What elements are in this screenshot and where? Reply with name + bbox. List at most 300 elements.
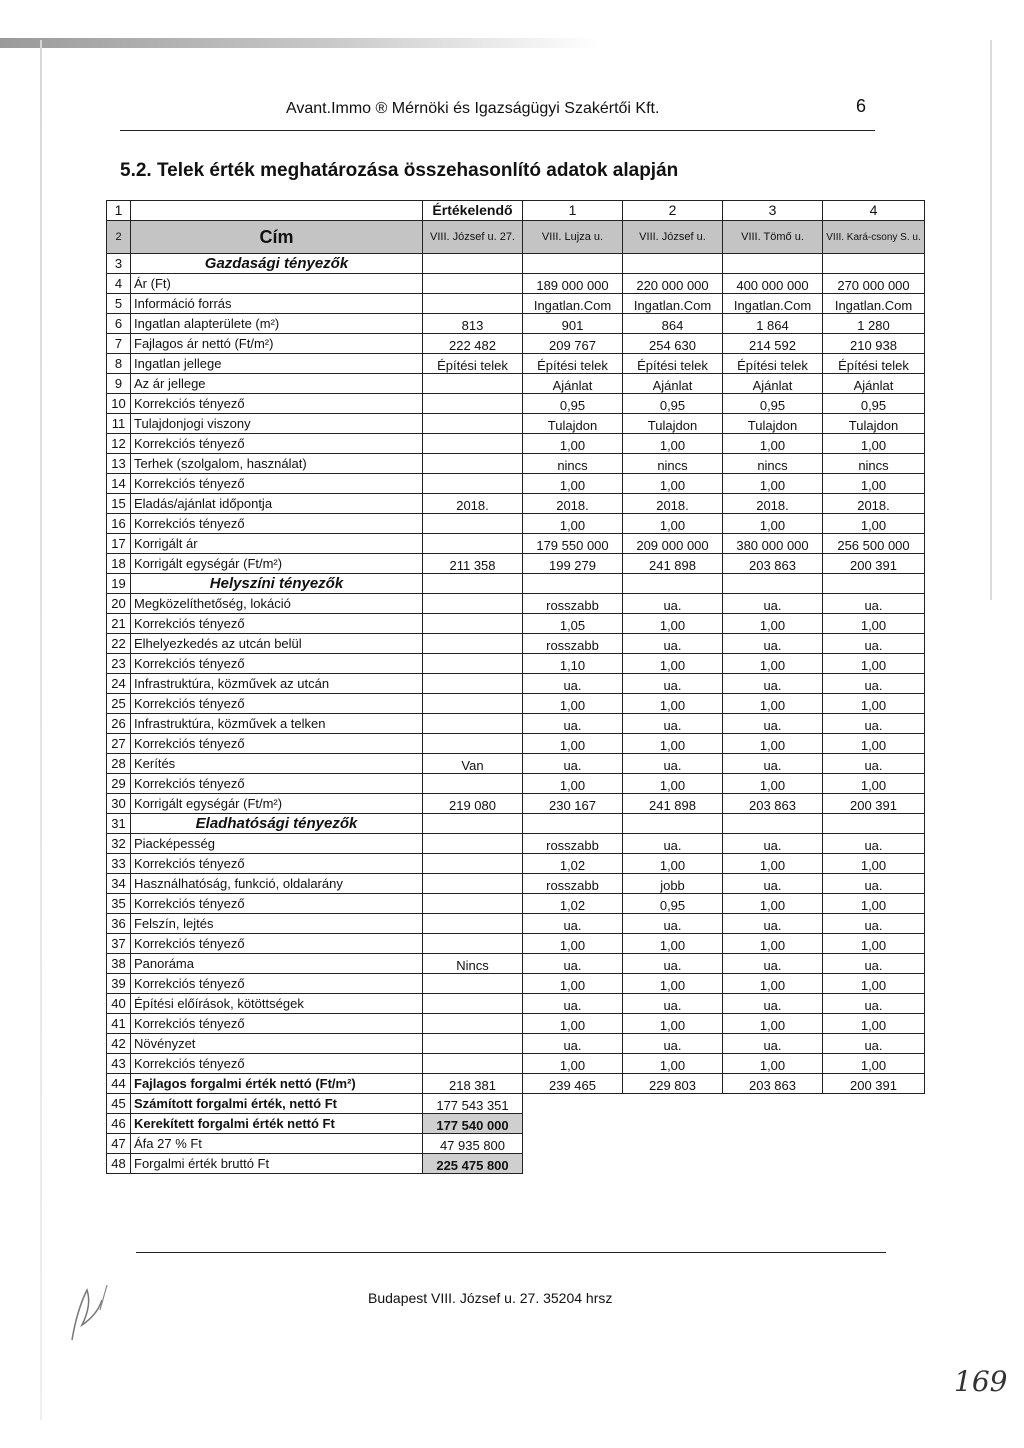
comparable-1-cell: ua.: [523, 914, 623, 934]
valued-column-header: Értékelendő: [423, 201, 523, 221]
company-header: Avant.Immo ® Mérnöki és Igazságügyi Szakértői Kft.: [286, 100, 660, 117]
blank-cell: [523, 1114, 925, 1134]
valued-property-cell: [423, 854, 523, 874]
comparable-2-cell: 1,00: [623, 1014, 723, 1034]
comparable-3-cell: ua.: [723, 954, 823, 974]
comparable-1-cell: 239 465: [523, 1074, 623, 1094]
comparable-2-cell: 1,00: [623, 474, 723, 494]
comparable-3-cell: 1 864: [723, 314, 823, 334]
row-number: 34: [107, 874, 131, 894]
comparable-1-cell: [523, 814, 623, 834]
comparable-3-cell: 1,00: [723, 894, 823, 914]
summary-row: [107, 1094, 925, 1114]
comparable-3-cell: ua.: [723, 714, 823, 734]
row-number: 13: [107, 454, 131, 474]
row-label: Korrigált ár: [131, 534, 423, 554]
row-number: 22: [107, 634, 131, 654]
comparable-4-cell: 200 391: [823, 794, 925, 814]
comparable-3-cell: 1,00: [723, 734, 823, 754]
comparable-2-cell: ua.: [623, 594, 723, 614]
table-row: [107, 274, 925, 294]
row-number: 15: [107, 494, 131, 514]
comparable-4-cell: ua.: [823, 674, 925, 694]
comparable-2-cell: 1,00: [623, 774, 723, 794]
comparable-1-cell: rosszabb: [523, 634, 623, 654]
comparable-4-cell: Építési telek: [823, 354, 925, 374]
row-number: 38: [107, 954, 131, 974]
row-label: Áfa 27 % Ft: [131, 1134, 423, 1154]
row-label: Fajlagos forgalmi érték nettó (Ft/m²): [131, 1074, 423, 1094]
comparable-2-cell: 241 898: [623, 794, 723, 814]
valued-property-cell: [423, 874, 523, 894]
valued-property-cell: [423, 714, 523, 734]
comparable-header-3: 3: [723, 201, 823, 221]
comparable-4-cell: 1,00: [823, 514, 925, 534]
comparable-1-cell: Építési telek: [523, 354, 623, 374]
comparable-header-1: 1: [523, 201, 623, 221]
row-label: Információ forrás: [131, 294, 423, 314]
comparable-2-cell: 1,00: [623, 434, 723, 454]
row-label: Ár (Ft): [131, 274, 423, 294]
comparable-2-cell: ua.: [623, 834, 723, 854]
valued-property-cell: [423, 894, 523, 914]
valued-property-cell: [423, 914, 523, 934]
comparable-3-cell: [723, 814, 823, 834]
table-row: [107, 574, 925, 594]
row-label: Panoráma: [131, 954, 423, 974]
comparable-address-3: VIII. Tömő u.: [723, 221, 823, 254]
row-label: Korrekciós tényező: [131, 474, 423, 494]
row-label: Korrekciós tényező: [131, 854, 423, 874]
row-number: 46: [107, 1114, 131, 1134]
comparable-4-cell: [823, 814, 925, 834]
summary-value: 225 475 800: [423, 1154, 523, 1174]
row-number: 23: [107, 654, 131, 674]
valued-property-cell: [423, 254, 523, 274]
row-number: 9: [107, 374, 131, 394]
row-number: 7: [107, 334, 131, 354]
comparable-2-cell: ua.: [623, 754, 723, 774]
comparable-2-cell: ua.: [623, 994, 723, 1014]
comparable-4-cell: ua.: [823, 1034, 925, 1054]
row-label: Helyszíni tényezők: [131, 574, 423, 594]
valued-property-cell: [423, 634, 523, 654]
comparable-3-cell: 1,00: [723, 774, 823, 794]
row-label: Növényzet: [131, 1034, 423, 1054]
table-row: [107, 974, 925, 994]
blank-cell: [523, 1094, 925, 1114]
row-label: Piacképesség: [131, 834, 423, 854]
summary-row: [107, 1114, 925, 1134]
comparable-4-cell: Ajánlat: [823, 374, 925, 394]
comparable-2-cell: 0,95: [623, 894, 723, 914]
comparable-4-cell: 1,00: [823, 934, 925, 954]
comparable-3-cell: 203 863: [723, 1074, 823, 1094]
comparable-1-cell: ua.: [523, 754, 623, 774]
comparable-4-cell: 1 280: [823, 314, 925, 334]
table-row: [107, 874, 925, 894]
row-number: 36: [107, 914, 131, 934]
valued-property-cell: [423, 774, 523, 794]
comparable-4-cell: 1,00: [823, 974, 925, 994]
comparable-4-cell: ua.: [823, 754, 925, 774]
section-title: 5.2. Telek érték meghatározása összehasonlító adatok alapján: [120, 160, 679, 181]
comparable-2-cell: 1,00: [623, 934, 723, 954]
row-label: Kerítés: [131, 754, 423, 774]
comparable-1-cell: 209 767: [523, 334, 623, 354]
row-number: 16: [107, 514, 131, 534]
comparable-2-cell: [623, 814, 723, 834]
valued-property-cell: [423, 934, 523, 954]
comparable-3-cell: ua.: [723, 674, 823, 694]
comparable-3-cell: 1,00: [723, 434, 823, 454]
row-label: Kerekített forgalmi érték nettó Ft: [131, 1114, 423, 1134]
table-row: [107, 814, 925, 834]
comparable-1-cell: ua.: [523, 1034, 623, 1054]
comparable-4-cell: 0,95: [823, 394, 925, 414]
comparable-2-cell: Ingatlan.Com: [623, 294, 723, 314]
footer-divider: [136, 1252, 886, 1253]
comparable-3-cell: 1,00: [723, 934, 823, 954]
table-row: [107, 914, 925, 934]
comparable-3-cell: 203 863: [723, 794, 823, 814]
comparable-4-cell: ua.: [823, 874, 925, 894]
row-label: Elhelyezkedés az utcán belül: [131, 634, 423, 654]
comparable-4-cell: nincs: [823, 454, 925, 474]
comparable-2-cell: 1,00: [623, 614, 723, 634]
comparable-1-cell: 1,10: [523, 654, 623, 674]
valued-property-cell: 219 080: [423, 794, 523, 814]
row-number: 12: [107, 434, 131, 454]
valued-property-cell: 218 381: [423, 1074, 523, 1094]
comparable-1-cell: 1,00: [523, 514, 623, 534]
comparable-2-cell: nincs: [623, 454, 723, 474]
summary-value: 47 935 800: [423, 1134, 523, 1154]
comparable-3-cell: 1,00: [723, 514, 823, 534]
table-row: [107, 654, 925, 674]
valued-property-cell: [423, 674, 523, 694]
table-row: [107, 1054, 925, 1074]
table-row: [107, 934, 925, 954]
row-number: 19: [107, 574, 131, 594]
valued-address: VIII. József u. 27.: [423, 221, 523, 254]
row-number: 3: [107, 254, 131, 274]
comparable-3-cell: [723, 254, 823, 274]
comparable-3-cell: ua.: [723, 594, 823, 614]
comparable-4-cell: ua.: [823, 954, 925, 974]
table-row: [107, 294, 925, 314]
valued-property-cell: [423, 394, 523, 414]
comparable-1-cell: nincs: [523, 454, 623, 474]
row-number: 25: [107, 694, 131, 714]
row-label: Korrekciós tényező: [131, 434, 423, 454]
comparable-4-cell: 256 500 000: [823, 534, 925, 554]
table-row: [107, 894, 925, 914]
comparable-2-cell: ua.: [623, 674, 723, 694]
row-label: Megközelíthetőség, lokáció: [131, 594, 423, 614]
row-number: 47: [107, 1134, 131, 1154]
table-row: [107, 1034, 925, 1054]
valued-property-cell: 2018.: [423, 494, 523, 514]
row-label: Korrekciós tényező: [131, 934, 423, 954]
valued-property-cell: [423, 274, 523, 294]
valuation-table: [106, 200, 925, 1174]
comparable-4-cell: [823, 574, 925, 594]
blank-cell: [523, 1134, 925, 1154]
comparable-1-cell: 1,02: [523, 894, 623, 914]
valued-property-cell: [423, 414, 523, 434]
comparable-3-cell: Ajánlat: [723, 374, 823, 394]
comparable-3-cell: 1,00: [723, 854, 823, 874]
comparable-3-cell: 400 000 000: [723, 274, 823, 294]
comparable-1-cell: rosszabb: [523, 874, 623, 894]
row-label: Korrekciós tényező: [131, 774, 423, 794]
row-number: 27: [107, 734, 131, 754]
comparable-1-cell: 189 000 000: [523, 274, 623, 294]
table-row: [107, 954, 925, 974]
table-row: [107, 694, 925, 714]
valued-property-cell: [423, 614, 523, 634]
comparable-2-cell: 864: [623, 314, 723, 334]
row-label: Infrastruktúra, közművek az utcán: [131, 674, 423, 694]
table-row: [107, 634, 925, 654]
comparable-3-cell: 203 863: [723, 554, 823, 574]
row-number: 30: [107, 794, 131, 814]
row-label: Korrekciós tényező: [131, 614, 423, 634]
comparable-1-cell: 1,00: [523, 694, 623, 714]
row-number: 29: [107, 774, 131, 794]
comparable-4-cell: 1,00: [823, 734, 925, 754]
row-label: Fajlagos ár nettó (Ft/m²): [131, 334, 423, 354]
comparable-4-cell: 1,00: [823, 1014, 925, 1034]
valued-property-cell: [423, 1054, 523, 1074]
table-row: [107, 554, 925, 574]
comparable-1-cell: 230 167: [523, 794, 623, 814]
comparable-2-cell: 1,00: [623, 1054, 723, 1074]
summary-row: [107, 1134, 925, 1154]
valued-property-cell: [423, 734, 523, 754]
comparable-address-1: VIII. Lujza u.: [523, 221, 623, 254]
table-row: [107, 614, 925, 634]
row-label: Korrigált egységár (Ft/m²): [131, 554, 423, 574]
comparable-3-cell: [723, 574, 823, 594]
row-label: Forgalmi érték bruttó Ft: [131, 1154, 423, 1174]
table-row: [107, 514, 925, 534]
table-row: [107, 254, 925, 274]
comparable-2-cell: ua.: [623, 954, 723, 974]
table-row: [107, 774, 925, 794]
comparable-3-cell: ua.: [723, 874, 823, 894]
row-number: 8: [107, 354, 131, 374]
comparable-2-cell: Építési telek: [623, 354, 723, 374]
row-number: 2: [107, 221, 131, 254]
row-label: Ingatlan alapterülete (m²): [131, 314, 423, 334]
row-number: 43: [107, 1054, 131, 1074]
row-number: 26: [107, 714, 131, 734]
comparable-3-cell: 214 592: [723, 334, 823, 354]
valued-property-cell: [423, 594, 523, 614]
row-number: 35: [107, 894, 131, 914]
row-number: 10: [107, 394, 131, 414]
comparable-1-cell: rosszabb: [523, 594, 623, 614]
comparable-2-cell: jobb: [623, 874, 723, 894]
comparable-1-cell: 1,00: [523, 1054, 623, 1074]
table-row: [107, 1014, 925, 1034]
comparable-1-cell: 199 279: [523, 554, 623, 574]
comparable-3-cell: ua.: [723, 834, 823, 854]
comparable-1-cell: 1,00: [523, 474, 623, 494]
comparable-3-cell: Ingatlan.Com: [723, 294, 823, 314]
comparable-4-cell: 1,00: [823, 694, 925, 714]
summary-value: 177 543 351: [423, 1094, 523, 1114]
valued-property-cell: [423, 654, 523, 674]
row-label: Korrekciós tényező: [131, 734, 423, 754]
table-row: [107, 374, 925, 394]
row-number: 37: [107, 934, 131, 954]
table-row: [107, 754, 925, 774]
comparable-3-cell: ua.: [723, 1034, 823, 1054]
comparable-3-cell: ua.: [723, 914, 823, 934]
table-row: [107, 834, 925, 854]
comparable-address-4: VIII. Kará-csony S. u.: [823, 221, 925, 254]
comparable-3-cell: Építési telek: [723, 354, 823, 374]
table-row: [107, 1074, 925, 1094]
row-label: Használhatóság, funkció, oldalarány: [131, 874, 423, 894]
comparable-2-cell: [623, 254, 723, 274]
comparable-4-cell: ua.: [823, 634, 925, 654]
comparable-header-2: 2: [623, 201, 723, 221]
comparable-1-cell: 1,00: [523, 1014, 623, 1034]
table-row: [107, 314, 925, 334]
comparable-1-cell: ua.: [523, 674, 623, 694]
comparable-1-cell: 0,95: [523, 394, 623, 414]
row-label: Korrigált egységár (Ft/m²): [131, 794, 423, 814]
row-number: 41: [107, 1014, 131, 1034]
comparable-4-cell: ua.: [823, 994, 925, 1014]
row-label: Infrastruktúra, közművek a telken: [131, 714, 423, 734]
valued-property-cell: [423, 514, 523, 534]
table-row: [107, 354, 925, 374]
footer-address: Budapest VIII. József u. 27. 35204 hrsz: [368, 1290, 613, 1306]
valued-property-cell: 211 358: [423, 554, 523, 574]
table-row: [107, 394, 925, 414]
comparable-3-cell: 1,00: [723, 694, 823, 714]
table-row: [107, 534, 925, 554]
valued-property-cell: [423, 474, 523, 494]
comparable-1-cell: rosszabb: [523, 834, 623, 854]
comparable-1-cell: [523, 574, 623, 594]
comparable-3-cell: ua.: [723, 754, 823, 774]
comparable-1-cell: 1,02: [523, 854, 623, 874]
summary-row: [107, 1154, 925, 1174]
comparable-4-cell: 210 938: [823, 334, 925, 354]
comparable-1-cell: 179 550 000: [523, 534, 623, 554]
valued-property-cell: [423, 694, 523, 714]
handwritten-note: 169: [954, 1365, 1008, 1398]
valued-property-cell: [423, 574, 523, 594]
comparable-4-cell: 1,00: [823, 774, 925, 794]
column-header-row: [107, 201, 925, 221]
comparable-1-cell: Ingatlan.Com: [523, 294, 623, 314]
table-row: [107, 434, 925, 454]
comparable-3-cell: 1,00: [723, 974, 823, 994]
row-number: 18: [107, 554, 131, 574]
comparable-1-cell: 1,00: [523, 434, 623, 454]
row-number: 32: [107, 834, 131, 854]
table-row: [107, 414, 925, 434]
comparable-2-cell: [623, 574, 723, 594]
comparable-4-cell: 200 391: [823, 1074, 925, 1094]
row-label: Cím: [131, 221, 423, 254]
row-number: 48: [107, 1154, 131, 1174]
comparable-4-cell: ua.: [823, 714, 925, 734]
table-row: [107, 714, 925, 734]
scan-border: [0, 38, 600, 48]
row-number: 45: [107, 1094, 131, 1114]
comparable-3-cell: 1,00: [723, 654, 823, 674]
table-row: [107, 794, 925, 814]
comparable-4-cell: ua.: [823, 594, 925, 614]
row-number: 31: [107, 814, 131, 834]
valued-property-cell: [423, 374, 523, 394]
row-label: [131, 201, 423, 221]
comparable-4-cell: ua.: [823, 834, 925, 854]
comparable-2-cell: 1,00: [623, 514, 723, 534]
row-label: Korrekciós tényező: [131, 694, 423, 714]
row-label: Korrekciós tényező: [131, 654, 423, 674]
comparable-4-cell: Ingatlan.Com: [823, 294, 925, 314]
scan-edge-right: [990, 40, 992, 600]
comparable-3-cell: 2018.: [723, 494, 823, 514]
comparable-4-cell: 270 000 000: [823, 274, 925, 294]
table-row: [107, 494, 925, 514]
valued-property-cell: [423, 294, 523, 314]
page-number: 6: [856, 96, 867, 116]
comparable-3-cell: 0,95: [723, 394, 823, 414]
comparable-2-cell: 1,00: [623, 734, 723, 754]
comparable-1-cell: 1,05: [523, 614, 623, 634]
comparable-2-cell: 254 630: [623, 334, 723, 354]
row-label: Eladás/ajánlat időpontja: [131, 494, 423, 514]
row-label: Terhek (szolgalom, használat): [131, 454, 423, 474]
comparable-3-cell: Tulajdon: [723, 414, 823, 434]
row-number: 24: [107, 674, 131, 694]
valued-property-cell: Nincs: [423, 954, 523, 974]
comparable-2-cell: 241 898: [623, 554, 723, 574]
comparable-4-cell: 1,00: [823, 854, 925, 874]
row-number: 14: [107, 474, 131, 494]
comparable-2-cell: 1,00: [623, 654, 723, 674]
row-label: Korrekciós tényező: [131, 974, 423, 994]
comparable-3-cell: ua.: [723, 634, 823, 654]
comparable-4-cell: 1,00: [823, 614, 925, 634]
comparable-1-cell: 1,00: [523, 974, 623, 994]
table-row: [107, 454, 925, 474]
row-number: 42: [107, 1034, 131, 1054]
comparable-1-cell: 1,00: [523, 734, 623, 754]
row-number: 33: [107, 854, 131, 874]
comparable-4-cell: 1,00: [823, 474, 925, 494]
row-label: Gazdasági tényezők: [131, 254, 423, 274]
blank-cell: [523, 1154, 925, 1174]
row-number: 21: [107, 614, 131, 634]
valued-property-cell: [423, 454, 523, 474]
row-label: Korrekciós tényező: [131, 1054, 423, 1074]
comparable-2-cell: Tulajdon: [623, 414, 723, 434]
table-row: [107, 854, 925, 874]
table-row: [107, 994, 925, 1014]
valued-property-cell: [423, 974, 523, 994]
